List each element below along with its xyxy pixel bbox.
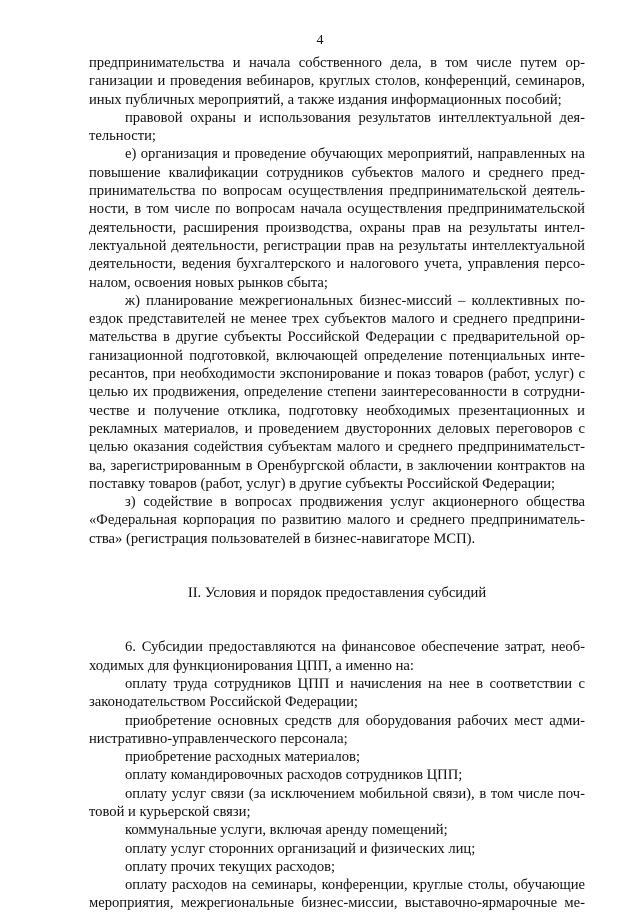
paragraph (89, 292, 585, 493)
paragraph (89, 712, 585, 749)
text-line: ходимых для функционирования ЦПП, а именно на: (89, 657, 414, 674)
text-line: ности, в том числе по вопросам начала осуществления предпринимательской (89, 201, 585, 218)
text-line: оплату прочих текущих расходов; (125, 858, 336, 875)
text-line: предпринимательства и начала собственного дела, в том числе путем ор- (89, 55, 585, 71)
heading-spacer-top (89, 548, 585, 584)
paragraph (89, 821, 585, 839)
text-line: ездок представителей не менее трех субъектов малого и среднего предприни- (89, 311, 585, 328)
text-line: товой и курьерской связи; (89, 803, 251, 820)
text-line: поставку товаров (работ, услуг) в другие субъекты Российской Федерации; (89, 475, 556, 492)
text-line: ства» (регистрация пользователей в бизнес-навигаторе МСП). (89, 530, 476, 547)
paragraph (89, 748, 585, 766)
text-line: 6. Субсидии предоставляются на финансовое обеспечение затрат, необ- (125, 639, 585, 656)
paragraphs-after-heading (89, 638, 585, 912)
paragraph (89, 766, 585, 784)
text-line: ганизации и проведения вебинаров, круглых столов, конференций, семинаров, (89, 73, 585, 90)
paragraph (89, 876, 585, 913)
text-line: деятельности, расширения производства, охраны прав на результаты интел- (89, 219, 585, 236)
text-line: иных публичных мероприятий, а также издания информационных пособий; (89, 91, 562, 108)
text-line: оплату услуг связи (за исключением мобильной связи), в том числе поч- (125, 785, 585, 802)
paragraph (89, 840, 585, 858)
paragraph (89, 638, 585, 675)
paragraph (89, 785, 585, 822)
page-number: 4 (316, 33, 324, 48)
text-line: законодательством Российской Федерации; (89, 694, 358, 711)
text-line: лектуальной деятельности, регистрации прав на результаты интеллектуальной (89, 237, 585, 254)
text-line: ресантов, при необходимости экспонирование и показ товаров (работ, услуг) с (89, 366, 585, 383)
paragraph (89, 54, 585, 109)
text-line: честве и получение отклика, подготовку необходимых презентационных и (89, 402, 585, 419)
text-line: деятельности, ведения бухгалтерского и налогового учета, управления персо- (89, 256, 585, 273)
text-line: оплату командировочных расходов сотрудников ЦПП; (125, 767, 463, 784)
text-line: приобретение расходных материалов; (125, 749, 361, 766)
text-line: з) содействие в вопросах продвижения услуг акционерного общества (125, 494, 585, 511)
paragraph (89, 858, 585, 876)
text-line: ганизационной подготовкой, включающей определение потенциальных инте- (89, 347, 585, 364)
text-line: мательства в другие субъекты Российской Федерации с предварительной ор- (89, 329, 585, 346)
text-line: целью их продвижения, определение степени заинтересованности в сотрудни- (89, 384, 585, 401)
text-line: рекламных материалов, и проведением двусторонних деловых переговоров с (89, 420, 585, 437)
paragraph (89, 109, 585, 146)
text-line: целью оказания содействия субъектам малого и среднего предпринимательст- (89, 439, 585, 456)
text-line: оплату услуг сторонних организаций и физических лиц; (125, 840, 476, 857)
text-line: мероприятия, межрегиональные бизнес-миссии, выставочно-ярмарочные ме- (89, 895, 585, 912)
text-line: ва, зарегистрированным в Оренбургской области, в заключении контрактов на (89, 457, 585, 474)
text-line: «Федеральная корпорация по развитию малого и среднего предприниматель- (89, 512, 585, 529)
paragraph (89, 675, 585, 712)
section-heading: II. Условия и порядок предоставления субсидий (187, 585, 487, 602)
text-line: е) организация и проведение обучающих мероприятий, направленных на (125, 146, 585, 163)
text-line: тельности; (89, 128, 156, 145)
text-line: правовой охраны и использования результатов интеллектуальной дея- (125, 109, 585, 126)
text-line: оплату труда сотрудников ЦПП и начисления на нее в соответствии с (125, 675, 585, 692)
text-line: ж) планирование межрегиональных бизнес-миссий – коллективных по- (125, 292, 585, 309)
paragraph (89, 145, 585, 291)
text-line: налом, освоения новых рынков сбыта; (89, 274, 328, 291)
text-line: оплату расходов на семинары, конференции, круглые столы, обучающие (125, 877, 585, 894)
heading-spacer-bottom (89, 602, 585, 638)
paragraph (89, 493, 585, 548)
paragraphs-before-heading (89, 54, 585, 548)
text-line: приобретение основных средств для оборудования рабочих мест адми- (125, 712, 585, 729)
text-line: принимательства по вопросам осуществления предпринимательской деятель- (89, 183, 585, 200)
text-line: повышение квалификации сотрудников субъектов малого и среднего пред- (89, 164, 585, 181)
document-body (89, 54, 585, 913)
text-line: коммунальные услуги, включая аренду помещений; (125, 822, 448, 839)
text-line: нистративно-управленческого персонала; (89, 730, 348, 747)
